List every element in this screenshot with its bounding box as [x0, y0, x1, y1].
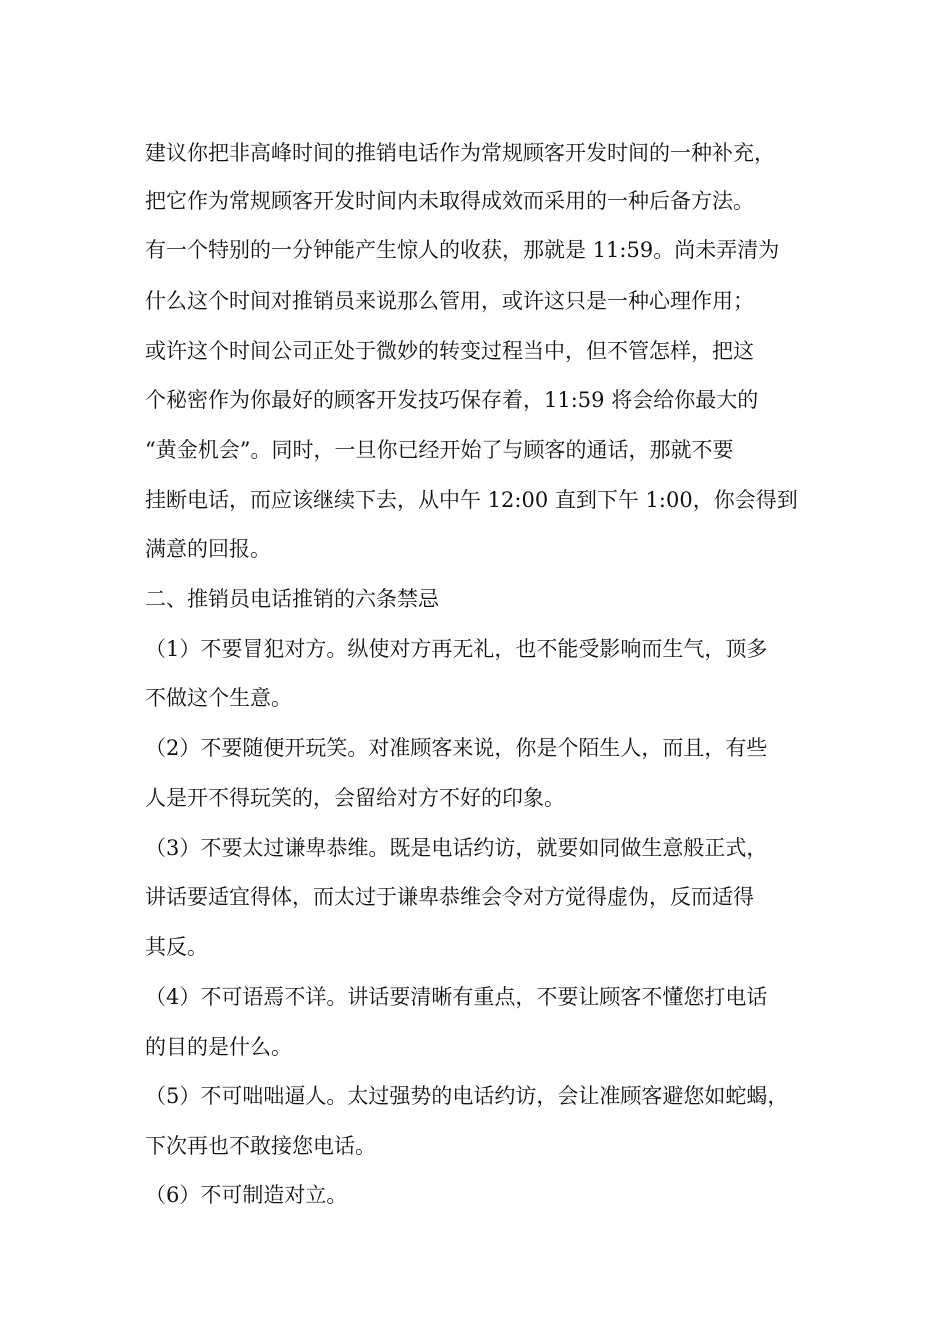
list-item: （6）不可制造对立。: [145, 1183, 348, 1207]
text-line: 或许这个时间公司正处于微妙的转变过程当中，但不管怎样，把这: [145, 339, 754, 363]
list-item: （4）不可语焉不详。讲话要清晰有重点，不要让顾客不懂您打电话: [145, 985, 768, 1009]
text-line: 建议你把非高峰时间的推销电话作为常规顾客开发时间的一种补充，: [145, 141, 775, 165]
text-line: 讲话要适宜得体，而太过于谦卑恭维会令对方觉得虚伪，反而适得: [145, 885, 754, 909]
text-line: 什么这个时间对推销员来说那么管用，或许这只是一种心理作用；: [145, 289, 754, 313]
text-line: 其反。: [145, 935, 208, 959]
text-line: 不做这个生意。: [145, 686, 292, 710]
text-line: 的目的是什么。: [145, 1035, 292, 1059]
text-line: 把它作为常规顾客开发时间内未取得成效而采用的一种后备方法。: [145, 189, 754, 213]
list-item: （1）不要冒犯对方。纵使对方再无礼，也不能受影响而生气，顶多: [145, 637, 768, 661]
text-line: 满意的回报。: [145, 537, 271, 561]
list-item: （5）不可咄咄逼人。太过强势的电话约访，会让准顾客避您如蛇蝎，: [145, 1084, 789, 1108]
text-line: 挂断电话，而应该继续下去，从中午 12:00 直到下午 1:00，你会得到: [145, 488, 798, 512]
section-heading: 二、推销员电话推销的六条禁忌: [145, 587, 439, 611]
list-item: （2）不要随便开玩笑。对准顾客来说，你是个陌生人，而且，有些: [145, 736, 768, 760]
text-line: 有一个特别的一分钟能产生惊人的收获，那就是 11:59。尚未弄清为: [145, 238, 780, 262]
text-line: 个秘密作为你最好的顾客开发技巧保存着，11:59 将会给你最大的: [145, 388, 759, 412]
list-item: （3）不要太过谦卑恭维。既是电话约访，就要如同做生意般正式，: [145, 836, 768, 860]
text-line: 人是开不得玩笑的，会留给对方不好的印象。: [145, 786, 565, 810]
text-line: “黄金机会”。同时，一旦你已经开始了与顾客的通话，那就不要: [145, 438, 734, 462]
text-line: 下次再也不敢接您电话。: [145, 1134, 376, 1158]
